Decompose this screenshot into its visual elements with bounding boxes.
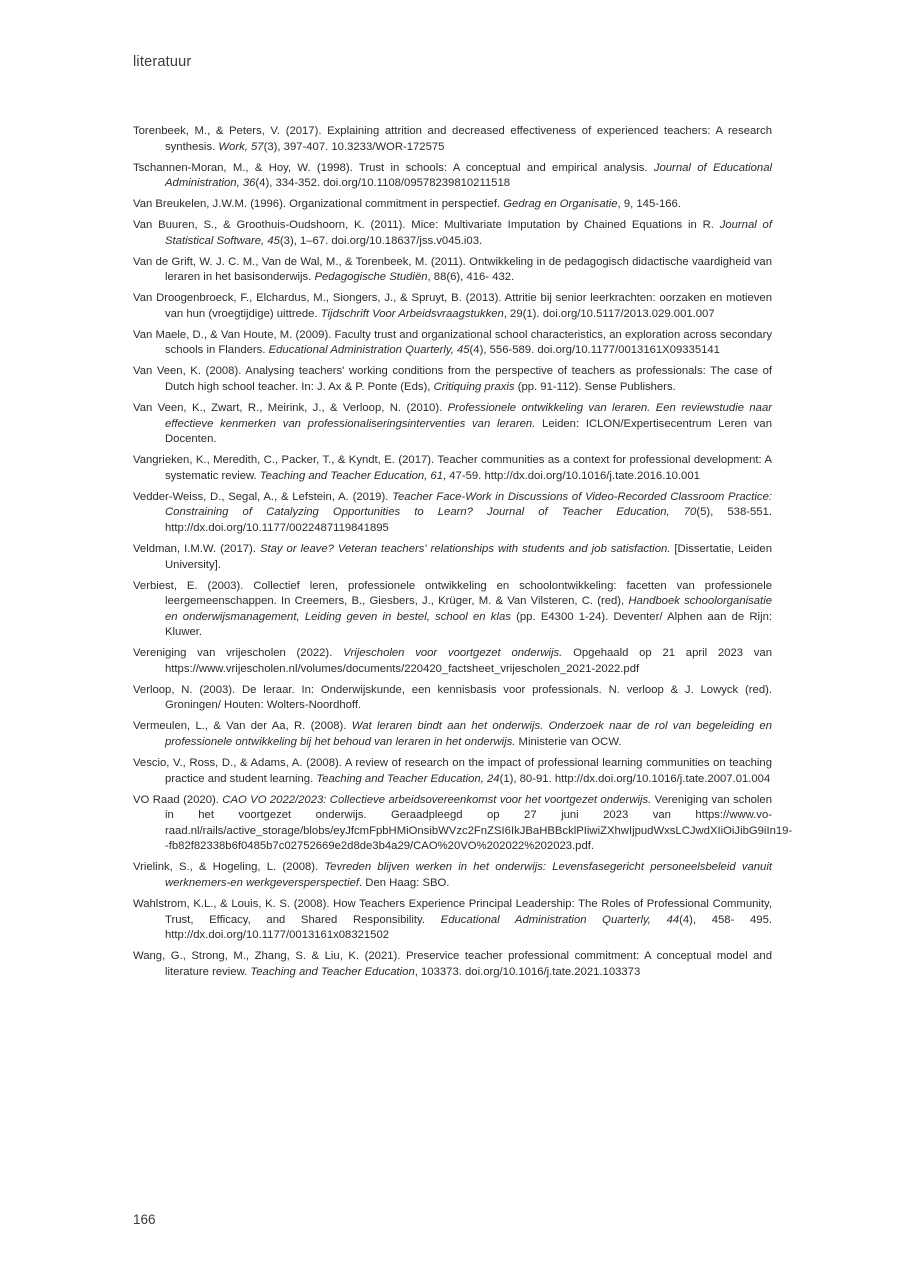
reference-entry [133, 756, 772, 787]
reference-details: [Dissertatie, Leiden University]. [165, 542, 772, 571]
reference-details: Opgehaald op 21 april 2023 van https://www.vrijescholen.nl/volumes/documents/220420_factsheet_vrijescholen_2021-2022.pdf [165, 647, 773, 675]
reference-text: Vedder-Weiss, D., Segal, A., & Lefstein, A. (2019). [133, 490, 393, 503]
reference-entry [133, 949, 772, 980]
running-header: literatuur [133, 54, 192, 70]
reference-entry [133, 646, 772, 677]
reference-details: (3), 397-407. 10.3233/WOR-172575 [263, 140, 445, 153]
reference-entry [133, 579, 772, 641]
reference-entry [133, 897, 772, 944]
reference-source: Teaching and Teacher Education, 24 [316, 772, 500, 785]
reference-source: Tevreden blijven werken in het onderwijs: Levensfasegericht personeelsbeleid vanuit werknemers-en werkgeversperspectief [165, 861, 772, 889]
reference-text: Vangrieken, K., Meredith, C., Packer, T., & Kyndt, E. (2017). Teacher communities as a context for professional development: A systematic review. [133, 454, 772, 482]
reference-entry [133, 364, 772, 395]
reference-entry [133, 453, 772, 484]
reference-entry [133, 328, 772, 359]
reference-text: Van de Grift, W. J. C. M., Van de Wal, M., & Torenbeek, M. (2011). Ontwikkeling in de pedagogisch didactische vaardigheid van leraren in het basisonderwijs. [133, 255, 772, 284]
reference-details: (4), 556-589. doi.org/10.1177/0013161X09335141 [469, 344, 720, 357]
reference-source: Work, 57 [218, 140, 264, 153]
reference-source: Gedrag en Organisatie [503, 198, 618, 211]
reference-entry [133, 255, 772, 286]
reference-text: Van Droogenbroeck, F., Elchardus, M., Siongers, J., & Spruyt, B. (2013). Attritie bij senior leerkrachten: oorzaken en motieven van hun (vroegtijdige) uittrede. [133, 292, 772, 320]
reference-text: Torenbeek, M., & Peters, V. (2017). Explaining attrition and decreased effectiveness of experienced teachers: A research synthesis. [133, 125, 772, 153]
reference-entry [133, 793, 793, 855]
reference-source: Vrijescholen voor voortgezet onderwijs. [343, 647, 563, 660]
reference-text: Verbiest, E. (2003). Collectief leren, professionele ontwikkeling en schoolontwikkeling: facetten van professionele leergemeenschappen. In Creemers, B., Giesbers, J., Krüger, M. & Van Vilsteren, C. (red), [133, 579, 772, 608]
reference-text: Vescio, V., Ross, D., & Adams, A. (2008). A review of research on the impact of professional learning communities on teaching practice and student learning. [133, 757, 772, 785]
reference-entry [133, 218, 772, 249]
reference-source: Educational Administration Quarterly, 45 [268, 344, 470, 357]
reference-text: Vermeulen, L., & Van der Aa, R. (2008). [133, 720, 352, 733]
reference-text: VO Raad (2020). [133, 793, 223, 806]
reference-source: Stay or leave? Veteran teachers' relationships with students and job satisfaction. [259, 542, 671, 555]
reference-details: (4), 458- 495. http://dx.doi.org/10.1177/0013161x08321502 [165, 913, 772, 942]
reference-details: Vereniging van scholen in het voortgezet onderwijs. Geraadpleegd op 27 juni 2023 van https://www.vo-raad.nl/rails/active_storage/blobs/eyJfcmFpbHMiOnsibWVzc2FnZSI6IkJBaHBBcklPIiwiZXhwIjpudWxsLCJwdXIiOiJibG9iIn19--fb82f82338b6f0485b7c02752669e2d8de3b4a29/CAO%20VO%202022%202023.pdf. [165, 793, 793, 853]
reference-list [133, 124, 793, 986]
reference-entry [133, 542, 772, 573]
reference-entry [133, 719, 772, 750]
reference-text: Vrielink, S., & Hogeling, L. (2008). [133, 861, 325, 874]
reference-details: , 88(6), 416- 432. [427, 271, 515, 284]
reference-source: Educational Administration Quarterly, 44 [440, 913, 680, 926]
reference-text: Van Veen, K. (2008). Analysing teachers' working conditions from the perspective of teachers as professionals: The case of Dutch high school teacher. In: J. Ax & P. Ponte (Eds), [133, 365, 772, 394]
reference-entry [133, 683, 772, 714]
reference-details: (1), 80-91. http://dx.doi.org/10.1016/j.tate.2007.01.004 [499, 772, 771, 785]
reference-details: (3), 1–67. doi.org/10.18637/jss.v045.i03. [279, 234, 483, 247]
reference-text: Tschannen-Moran, M., & Hoy, W. (1998). Trust in schools: A conceptual and empirical analysis. [133, 161, 654, 174]
reference-details: (pp. E4300 1-24). Deventer/ Alphen aan de Rijn: Kluwer. [165, 610, 772, 639]
reference-source: Teaching and Teacher Education, 61 [259, 469, 443, 482]
reference-source: CAO VO 2022/2023: Collectieve arbeidsovereenkomst voor het voortgezet onderwijs. [222, 793, 652, 806]
reference-entry [133, 161, 772, 192]
reference-text: Wahlstrom, K.L., & Louis, K. S. (2008). How Teachers Experience Principal Leadership: The Roles of Professional Community, Trust, Efficacy, and Shared Responsibility. [133, 897, 772, 926]
reference-text: Van Veen, K., Zwart, R., Meirink, J., & Verloop, N. (2010). [133, 402, 448, 415]
page-number: 166 [133, 1212, 156, 1227]
reference-details: Ministerie van OCW. [515, 736, 622, 749]
reference-source: Teaching and Teacher Education [250, 965, 415, 978]
reference-details: . Den Haag: SBO. [359, 876, 450, 889]
reference-source: Handboek schoolorganisatie en onderwijsmanagement, Leiding geven in bestel, school en klas [165, 595, 772, 623]
reference-source: Tijdschrift Voor Arbeidsvraagstukken [320, 307, 504, 320]
reference-source: Critiquing praxis [433, 381, 515, 394]
reference-source: Wat leraren bindt aan het onderwijs. Onderzoek naar de rol van begeleiding en professionele ontwikkeling bij het behoud van leraren in het onderwijs. [165, 720, 772, 749]
reference-details: , 47-59. http://dx.doi.org/10.1016/j.tate.2016.10.001 [443, 469, 700, 482]
reference-text: Wang, G., Strong, M., Zhang, S. & Liu, K. (2021). Preservice teacher professional commitment: A conceptual model and literature review. [133, 950, 772, 978]
reference-source: Teacher Face-Work in Discussions of Video-Recorded Classroom Practice: Constraining of Catalyzing Opportunities to Learn? Journal of Teacher Education, 70 [165, 490, 772, 519]
reference-details: (5), 538-551. http://dx.doi.org/10.1177/0022487119841895 [165, 506, 772, 534]
reference-details: , 103373. doi.org/10.1016/j.tate.2021.103373 [414, 965, 641, 978]
reference-entry [133, 197, 772, 213]
reference-source: Pedagogische Studiën [314, 271, 428, 284]
reference-entry [133, 291, 772, 322]
reference-details: (4), 334-352. doi.org/10.1108/09578239810211518 [255, 177, 511, 190]
reference-entry [133, 124, 772, 155]
reference-text: Van Maele, D., & Van Houte, M. (2009). Faculty trust and organizational school characteristics, an exploration across secondary schools in Flanders. [133, 328, 772, 357]
reference-source: Professionele ontwikkeling van leraren. Een reviewstudie naar effectieve kenmerken van professionaliseringsinterventies van leraren. [165, 402, 772, 430]
reference-details: Leiden: ICLON/Expertisecentrum Leren van Docenten. [165, 417, 772, 446]
reference-text: Van Buuren, S., & Groothuis-Oudshoorn, K. (2011). Mice: Multivariate Imputation by Chained Equations in R. [133, 219, 720, 232]
reference-text: Verloop, N. (2003). De leraar. In: Onderwijskunde, een kennisbasis voor professionals. N. verloop & J. Lowyck (red). Groningen/ Houten: Wolters-Noordhoff. [133, 683, 772, 712]
reference-entry [133, 401, 772, 448]
reference-details: , 29(1). doi.org/10.5117/2013.029.001.007 [503, 307, 715, 320]
reference-entry [133, 860, 772, 891]
reference-text: Veldman, I.M.W. (2017). [133, 542, 260, 555]
reference-entry [133, 490, 772, 537]
reference-text: Van Breukelen, J.W.M. (1996). Organizational commitment in perspectief. [133, 198, 504, 211]
reference-source: Journal of Statistical Software, 45 [165, 219, 772, 247]
reference-source: Journal of Educational Administration, 36 [165, 161, 772, 190]
reference-text: Vereniging van vrijescholen (2022). [133, 647, 344, 660]
reference-details: (pp. 91-112). Sense Publishers. [514, 381, 676, 394]
reference-details: , 9, 145-166. [617, 198, 681, 211]
